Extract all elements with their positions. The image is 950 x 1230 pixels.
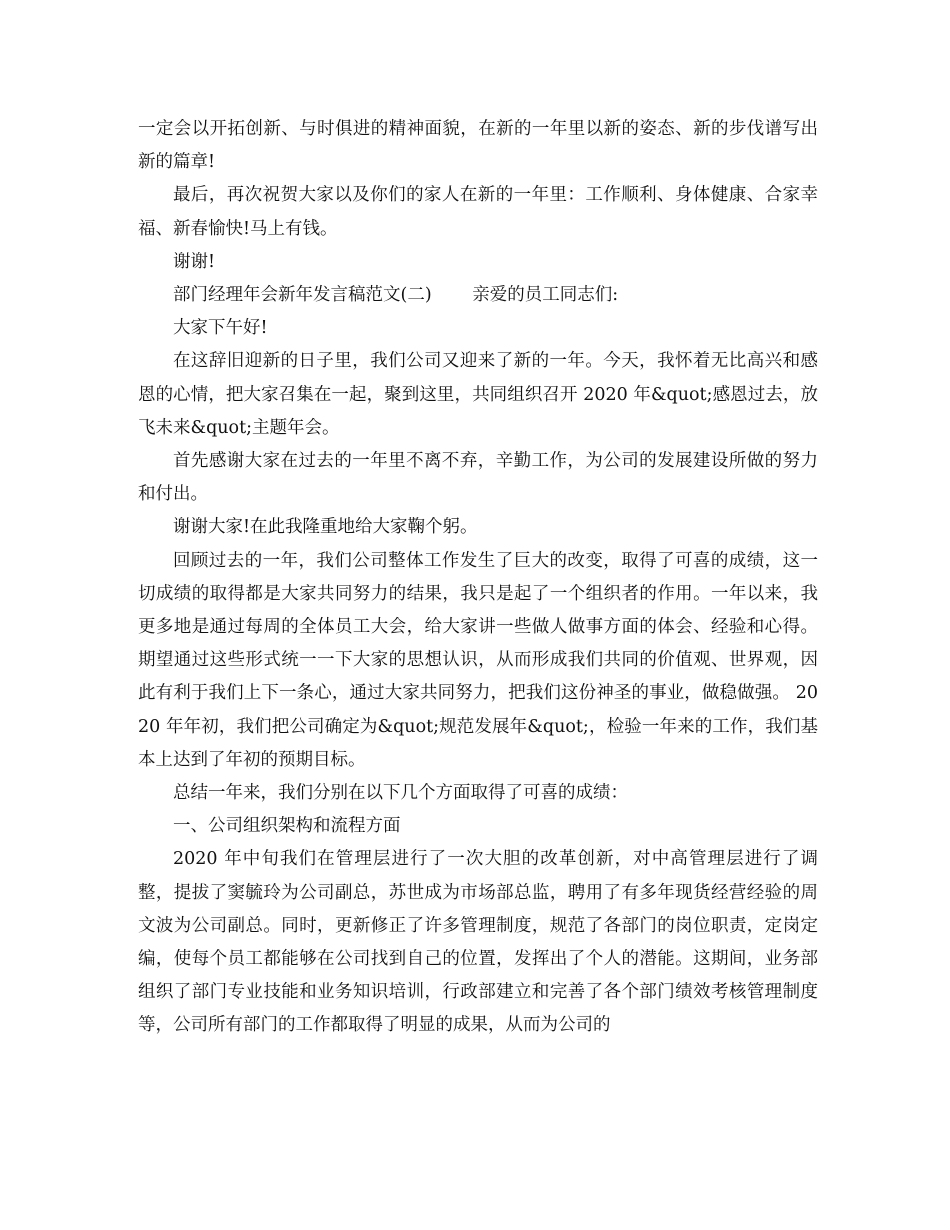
paragraph-greeting: 大家下午好! [173, 318, 268, 339]
paragraph-new-year-intro: 在这辞旧迎新的日子里，我们公司又迎来了新的一年。今天，我怀着无比高兴和感恩的心情，把大家召集在一起，聚到这里，共同组织召开 2020 年&quot;感恩过去，放飞未来&quot;主题年会。 [138, 351, 818, 438]
paragraph-appreciation: 首先感谢大家在过去的一年里不离不弃，辛勤工作，为公司的发展建设所做的努力和付出。 [138, 451, 818, 505]
paragraph-bow: 谢谢大家!在此我隆重地给大家鞠个躬。 [173, 517, 478, 538]
paragraph-summary-intro: 总结一年来，我们分别在以下几个方面取得了可喜的成绩： [173, 783, 628, 804]
section-heading-speech-two: 部门经理年会新年发言稿范文(二) 亲爱的员工同志们: [173, 285, 619, 306]
paragraph-review: 回顾过去的一年，我们公司整体工作发生了巨大的改变，取得了可喜的成绩，这一切成绩的取得都是大家共同努力的结果，我只是起了一个组织者的作用。一年以来，我更多地是通过每周的全体员工大会，给大家讲一些做人做事方面的体会、经验和心得。期望通过这些形式统一一下大家的思想认识，从而形成我们共同的价值观、世界观，因此有利于我们上下一条心，通过大家共同努力，把我们这份神圣的事业，做稳做强。 2020 年年初，我们把公司确定为&quot;规范发展年&quot;，检验一年来的工作，我们基本上达到了年初的预期目标。 [138, 550, 818, 770]
paragraph-thanks: 谢谢! [173, 251, 216, 272]
paragraph-organization-details: 2020 年中旬我们在管理层进行了一次大胆的改革创新，对中高管理层进行了调整，提拔了窦毓玲为公司副总，苏世成为市场部总监，聘用了有多年现货经营经验的周文波为公司副总。同时，更新修正了许多管理制度，规范了各部门的岗位职责，定岗定编，使每个员工都能够在公司找到自己的位置，发挥出了个人的潜能。这期间，业务部组织了部门专业技能和业务知识培训，行政部建立和完善了各个部门绩效考核管理制度等，公司所有部门的工作都取得了明显的成果，从而为公司的 [138, 849, 818, 1036]
paragraph-continuation: 一定会以开拓创新、与时俱进的精神面貌，在新的一年里以新的姿态、新的步伐谱写出新的篇章! [138, 119, 818, 173]
document-body [138, 113, 818, 1043]
section-heading-organization: 一、公司组织架构和流程方面 [173, 816, 401, 837]
paragraph-closing-wishes: 最后，再次祝贺大家以及你们的家人在新的一年里：工作顺利、身体健康、合家幸福、新春愉快!马上有钱。 [138, 185, 818, 239]
